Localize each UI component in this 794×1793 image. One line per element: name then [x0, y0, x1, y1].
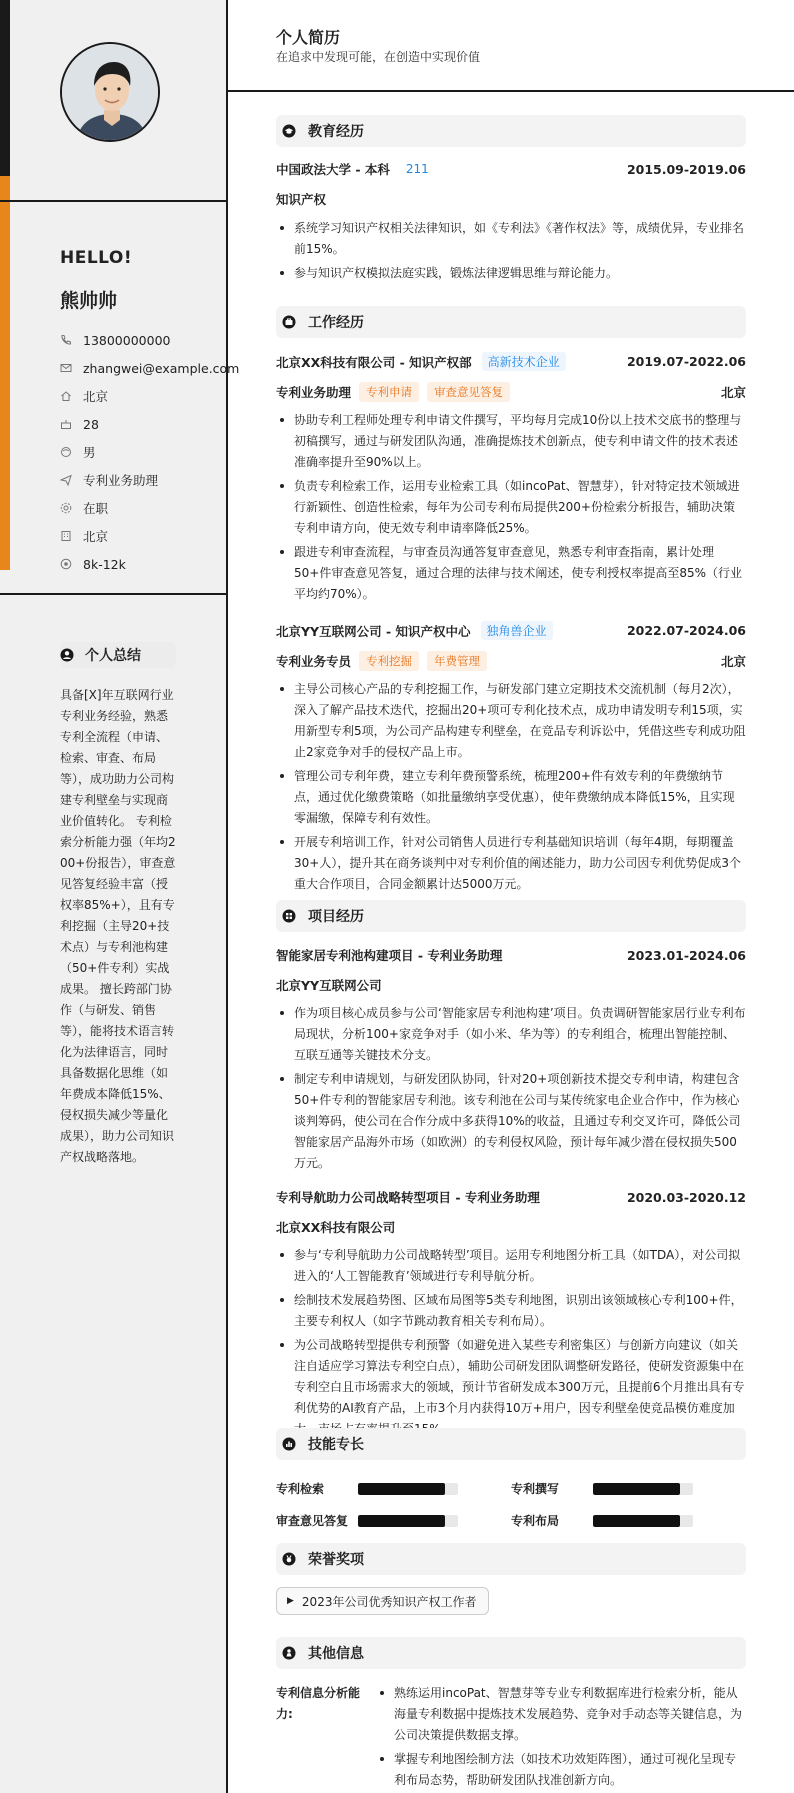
project-2-org-row: [276, 1218, 746, 1236]
job-2-period: 2022.07-2024.06: [626, 623, 746, 638]
sidebar-stripe-dark: [0, 0, 10, 176]
page-title: 个人简历: [276, 28, 341, 47]
job-2-role-row: [276, 651, 746, 671]
skill-bar: [593, 1483, 693, 1495]
info-item-age: [60, 410, 239, 438]
job-1-header: [276, 352, 746, 371]
project-1-bullets: [276, 1003, 746, 1174]
info-salary: 8k-12k: [83, 556, 126, 572]
gender-icon: [60, 446, 72, 458]
skill-bar: [358, 1515, 458, 1527]
info-item-city: [60, 522, 239, 550]
grid-icon: [282, 909, 296, 923]
info-phone: 13800000000: [83, 332, 171, 348]
status-icon: [60, 502, 72, 514]
project-1-org: 北京YY互联网公司: [276, 978, 382, 993]
education-school: 中国政法大学 - 本科: [276, 162, 390, 177]
avatar: [60, 42, 160, 142]
list-item: 熟练运用incoPat、智慧芽等专业专利数据库进行检索分析，能从海量专利数据中提炼技术发展趋势、竞争对手动态等关键信息，为公司决策提供数据支撑。: [376, 1683, 746, 1746]
summary-heading: [60, 642, 176, 668]
work-heading: [276, 306, 746, 338]
graduation-cap-icon: [282, 124, 296, 138]
job-1-role-row: [276, 382, 746, 402]
education-major-row: [276, 190, 746, 208]
candidate-name: 熊帅帅: [60, 290, 118, 312]
bar-chart-icon: [282, 1437, 296, 1451]
skill-bar: [358, 1483, 458, 1495]
project-2: [276, 1188, 746, 1440]
education-period: 2015.09-2019.06: [626, 161, 746, 177]
list-item: 主导公司核心产品的专利挖掘工作，与研发部门建立定期技术交流机制（每月2次），深入了解产品技术迭代，挖掘出20+项可专利化技术点，成功申请发明专利15项，实用新型专利5项，为公司产品构建专利壁垒，在竞品专利诉讼中，凭借这些专利成功阻止2家竞争对手的侵权产品上市。: [276, 679, 746, 763]
other-heading: [276, 1637, 746, 1669]
skill-bar-fill: [593, 1515, 680, 1527]
job-1-skill-tag: 专利申请: [359, 382, 419, 402]
job-2-skill-tag: 专利挖掘: [359, 651, 419, 671]
info-gender: 男: [83, 445, 96, 460]
job-2: [276, 621, 746, 895]
list-item: 作为项目核心成员参与公司‘智能家居专利池构建’项目。负责调研智能家居行业专利布局现状，分析100+家竞争对手（如小米、华为等）的专利组合，梳理出智能控制、互联互通等关键技术分支。: [276, 1003, 746, 1066]
sidebar-divider: [0, 200, 226, 202]
education-heading: [276, 115, 746, 147]
projects-title: 项目经历: [308, 909, 364, 925]
send-icon: [60, 474, 72, 486]
skills-heading: [276, 1428, 746, 1460]
job-1-period: 2019.07-2022.06: [626, 354, 746, 369]
list-item: 为公司战略转型提供专利预警（如避免进入某些专利密集区）与创新方向建议（如关注自适应学习算法专利空白点），辅助公司研发团队调整研发路径，使研发资源集中在专利空白且市场需求大的领域，预计节省研发成本300万元，且提前6个月推出具有专利优势的AI教育产品，上市3个月内获得10万+用户，因专利壁垒使竞品模仿难度加: [276, 1335, 746, 1440]
other-row: [276, 1683, 746, 1793]
list-item: 掌握专利地图绘制方法（如技术功效矩阵图），通过可视化呈现专利布局态势，帮助研发团队找准创新方向。: [376, 1749, 746, 1791]
project-2-header: [276, 1188, 746, 1206]
mail-icon: [60, 362, 72, 374]
project-1-period: 2023.01-2024.06: [626, 947, 746, 963]
skill-item: [511, 1512, 746, 1529]
job-2-company-tag: 独角兽企业: [481, 621, 553, 640]
skills-section: [276, 1428, 746, 1529]
phone-icon: [60, 334, 72, 346]
money-icon: [60, 558, 72, 570]
job-1-bullets: [276, 410, 746, 605]
list-item: 开展专利培训工作，针对公司销售人员进行专利基础知识培训（每年4期，每期覆盖30+人），提升其在商务谈判中对专利价值的阐述能力，助力公司因专利优势促成3个重大合作项目，合同金额累计达5000万元。: [276, 832, 746, 895]
home-icon: [60, 390, 72, 402]
skills-title: 技能专长: [308, 1437, 364, 1453]
work-section: [276, 306, 746, 898]
list-item: 绘制技术发展趋势图、区域布局图等5类专利地图，识别出该领域核心专利100+件，主要专利权人（如字节跳动教育相关专利布局）。: [276, 1290, 746, 1332]
education-title: 教育经历: [308, 124, 364, 140]
skill-bar-fill: [358, 1515, 445, 1527]
other-bullets: [376, 1683, 746, 1793]
medal-icon: [282, 1552, 296, 1566]
skill-label: 审查意见答复: [276, 1514, 349, 1528]
info-item-status: [60, 494, 239, 522]
other-title: 其他信息: [308, 1646, 364, 1662]
info-item-email: [60, 354, 239, 382]
briefcase-icon: [282, 315, 296, 329]
projects-heading: [276, 900, 746, 932]
list-item: 参与‘专利导航助力公司战略转型’项目。运用专利地图分析工具（如TDA），对公司拟进入的‘人工智能教育’领域进行专利导航分析。: [276, 1245, 746, 1287]
summary-text: 具备[X]年互联网行业专利业务经验，熟悉专利全流程（申请、检索、审查、布局等），成功助力公司构建专利壁垒与实现商业价值转化。 专利检索分析能力强（年均200+份报告），审查意见答复经验丰富（授权率85%+），且有专利挖掘（主导20+技术点）与专利池构建（50+件专利）实战成果。 擅长跨部门协作（与研发、销售等），能将技术语言转化为法律语言，同时具备数据化思维（如年费成本降低15%、侵权损失减少等量化成果），助力公司知识产权战略落地。: [60, 688, 176, 1164]
job-1-role: 专利业务助理: [276, 385, 352, 400]
project-1-org-row: [276, 976, 746, 994]
info-location: 北京: [83, 389, 109, 404]
job-2-header: [276, 621, 746, 640]
info-status: 在职: [83, 501, 109, 516]
building-icon: [60, 530, 72, 542]
award-chip: [276, 1587, 489, 1615]
education-major: 知识产权: [276, 192, 327, 207]
education-row: [276, 160, 746, 178]
user-circle-icon: [60, 648, 74, 662]
list-item: 协助专利工程师处理专利申请文件撰写，平均每月完成10份以上技术交底书的整理与初稿撰写，通过与研发团队沟通，准确提炼技术创新点，使专利申请文件的技术表述准确率提升至90%以上。: [276, 410, 746, 473]
info-item-position: [60, 466, 239, 494]
sidebar-divider-2: [0, 593, 226, 595]
skill-item: [276, 1480, 511, 1497]
job-1-company: 北京XX科技有限公司 - 知识产权部: [276, 354, 472, 370]
honors-title: 荣誉奖项: [308, 1552, 364, 1568]
info-item-location: [60, 382, 239, 410]
summary-title: 个人总结: [85, 648, 141, 664]
person-icon: [282, 1646, 296, 1660]
info-item-phone: [60, 326, 239, 354]
skill-label: 专利布局: [511, 1514, 560, 1528]
play-icon: ▶: [287, 1596, 294, 1606]
job-2-city: 北京: [720, 654, 746, 669]
project-2-period: 2020.03-2020.12: [626, 1189, 746, 1205]
skill-label: 专利检索: [276, 1482, 325, 1496]
list-item: 管理公司专利年费，建立专利年费预警系统，梳理200+件有效专利的年费缴纳节点，通过优化缴费策略（如批量缴纳享受优惠），使年费缴纳成本降低15%，且实现零漏缴，保障专利有效性。: [276, 766, 746, 829]
education-section: [276, 115, 746, 287]
award-label: 2023年公司优秀知识产权工作者: [301, 1594, 477, 1609]
honors-section: [276, 1543, 746, 1615]
page-subtitle: 在追求中发现可能，在创造中实现价值: [276, 50, 481, 64]
info-position: 专利业务助理: [83, 473, 159, 488]
info-item-salary: [60, 550, 239, 578]
job-2-skill-tag: 年费管理: [427, 651, 487, 671]
list-item: 参与知识产权模拟法庭实践，锻炼法律逻辑思维与辩论能力。: [276, 263, 746, 284]
projects-section: [276, 900, 746, 1443]
skill-item: [511, 1480, 746, 1497]
job-1-city: 北京: [720, 385, 746, 400]
job-1-skill-tag: 审查意见答复: [427, 382, 510, 402]
list-item: 负责专利检索工作，运用专业检索工具（如incoPat、智慧芽），针对特定技术领域进行新颖性、创造性检索，每年为公司专利布局提供200+份检索分析报告，辅助决策专利申请方向，使无效专利申请率降低25%。: [276, 476, 746, 539]
contact-info-list: [60, 326, 239, 578]
education-tag: 211: [405, 162, 429, 176]
job-2-bullets: [276, 679, 746, 895]
skill-label: 专利撰写: [511, 1482, 560, 1496]
project-2-bullets: [276, 1245, 746, 1440]
skills-grid: [276, 1480, 746, 1529]
other-section: [276, 1637, 746, 1793]
age-icon: [60, 418, 72, 430]
skill-bar-fill: [593, 1483, 680, 1495]
job-2-company: 北京YY互联网公司 - 知识产权中心: [276, 623, 471, 639]
main-content: [228, 0, 794, 1793]
work-title: 工作经历: [308, 315, 364, 331]
project-2-org: 北京XX科技有限公司: [276, 1220, 396, 1235]
list-item: 制定专利申请规划，与研发团队协同，针对20+项创新技术提交专利申请，构建包含50+件专利的智能家居专利池。该专利池在公司与某传统家电企业合作中，作为核心谈判筹码，使公司在合作分成中多获得10%的收益，且通过专利交叉许可，降低公司智能家居产品海外市场（如欧洲）的专利侵权风险，预计每年减少潜在侵权损失500万元。: [276, 1069, 746, 1174]
info-age: 28: [83, 416, 99, 432]
project-1-name: 智能家居专利池构建项目 - 专利业务助理: [276, 948, 503, 963]
info-item-gender: [60, 438, 239, 466]
skill-item: [276, 1512, 511, 1529]
education-bullets: [276, 218, 746, 284]
list-item: 跟进专利审查流程，与审查员沟通答复审查意见，熟悉专利审查指南，累计处理50+件审查意见答复，通过合理的法律与技术阐述，使专利授权率提高至85%（行业平均约70%）。: [276, 542, 746, 605]
skill-bar: [593, 1515, 693, 1527]
hello-heading: HELLO!: [60, 248, 133, 268]
other-label: 专利信息分析能力:: [276, 1686, 361, 1721]
project-1-header: [276, 946, 746, 964]
project-2-name: 专利导航助力公司战略转型项目 - 专利业务助理: [276, 1190, 540, 1205]
job-1: [276, 352, 746, 605]
sidebar: [0, 0, 240, 1793]
list-item: 系统学习知识产权相关法律知识，如《专利法》《著作权法》等，成绩优异，专业排名前15%。: [276, 218, 746, 260]
info-email: zhangwei@example.com: [83, 360, 240, 376]
header-divider: [228, 90, 794, 92]
project-1: [276, 946, 746, 1174]
skill-bar-fill: [358, 1483, 445, 1495]
info-city: 北京: [83, 529, 109, 544]
honors-heading: [276, 1543, 746, 1575]
job-1-company-tag: 高新技术企业: [482, 352, 566, 371]
job-2-role: 专利业务专员: [276, 654, 352, 669]
sidebar-stripe-accent: [0, 176, 10, 570]
